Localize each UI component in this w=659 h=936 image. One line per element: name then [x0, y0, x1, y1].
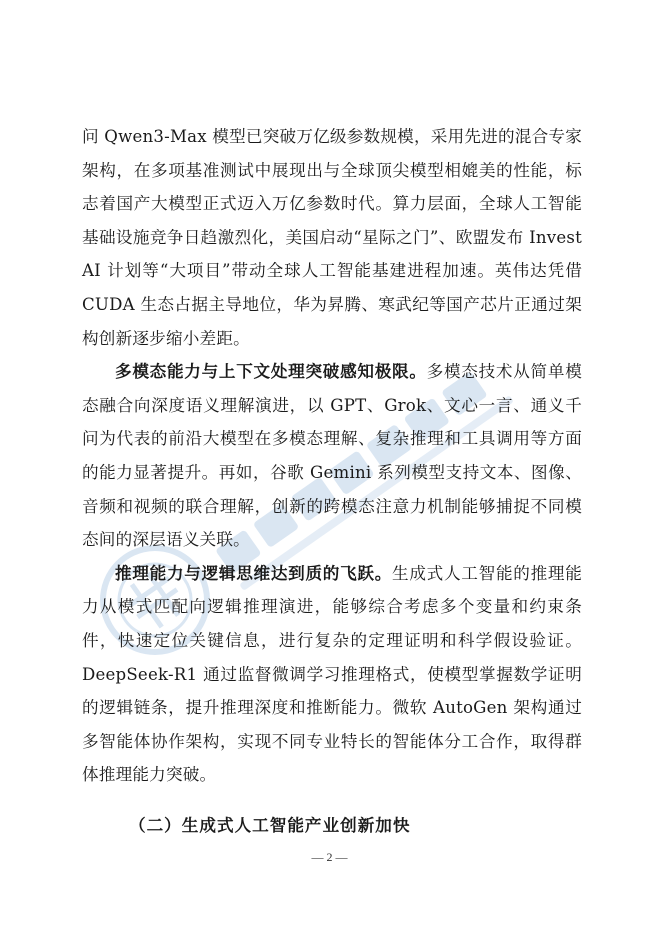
page-number: — 2 —: [311, 850, 348, 864]
section-heading: （二）生成式人工智能产业创新加快: [129, 815, 411, 835]
paragraph-2: [82, 355, 582, 557]
paragraph-3: [82, 557, 582, 792]
paragraph-3-lead: 推理能力与逻辑思维达到质的飞跃。: [115, 562, 393, 583]
paragraph-2-lead: 多模态能力与上下文处理突破感知极限。: [115, 361, 427, 382]
paragraph-3-text: 生成式人工智能的推理能力从模式匹配向逻辑推理演进，能够综合考虑多个变量和约束条件，快速定位关键信息，进行复杂的定理证明和科学假设验证。DeepSeek-R1 通过监督微调学习推理格式，使模型掌握数学证明的逻辑链条，提升推理深度和推断能力。微软 AutoGen 架构通过多智能体协作架构，实现不同专业特长的智能体分工合作，取得群体推理能力突破。: [82, 563, 582, 785]
paragraph-1: [82, 120, 582, 355]
document-body: [82, 120, 582, 846]
paragraph-1-text: 问 Qwen3-Max 模型已突破万亿级参数规模，采用先进的混合专家架构，在多项基准测试中展现出与全球顶尖模型相媲美的性能，标志着国产大模型正式迈入万亿参数时代。算力层面，全球人工智能基础设施竞争日趋激烈化，美国启动“星际之门”、欧盟发布 Invest AI 计划等“大项目”带动全球人工智能基建进程加速。英伟达凭借 CUDA 生态占据主导地位，华为昇腾、寒武纪等国产芯片正通过架构创新逐步缩小差距。: [82, 127, 582, 348]
paragraph-2-text: 多模态技术从简单模态融合向深度语义理解演进，以 GPT、Grok、文心一言、通义千问为代表的前沿大模型在多模态理解、复杂推理和工具调用等方面的能力显著提升。再如，谷歌 Gemini 系列模型支持文本、图像、音频和视频的联合理解，创新的跨模态注意力机制能够捕捉不同模态间的深层语义关联。: [82, 362, 582, 550]
